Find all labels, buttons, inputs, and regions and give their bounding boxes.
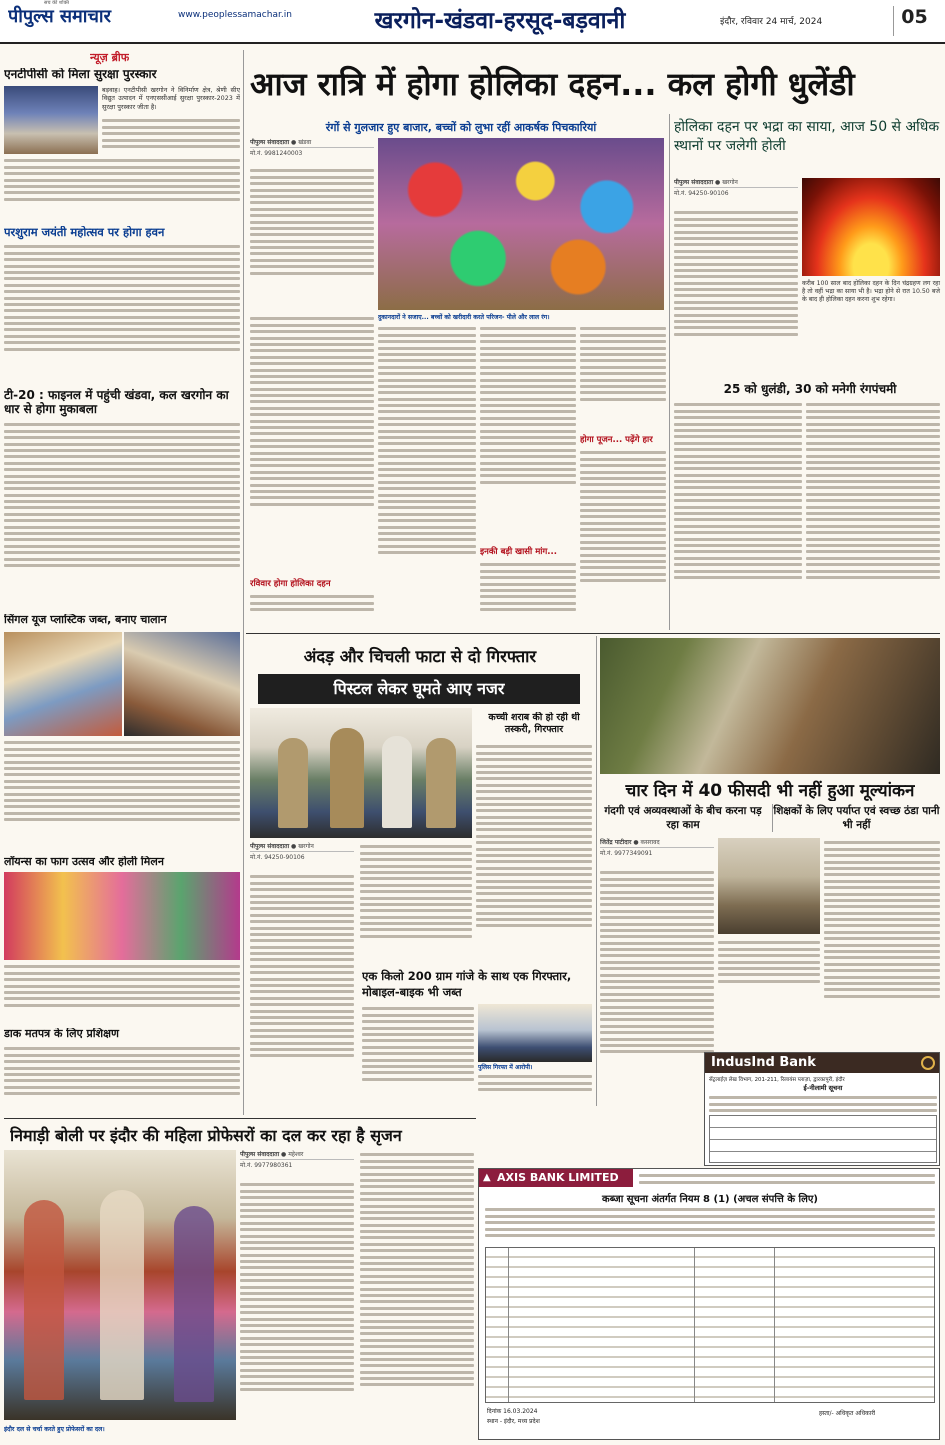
axis-logo-icon: ▲ — [483, 1172, 491, 1183]
crime-side-text — [476, 742, 592, 972]
lead-sub-pujan: होगा पूजन... पढ़ेंगे हार — [580, 435, 653, 445]
crime-side-headline: कच्ची शराब की हो रही थी तस्करी, गिरफ्तार — [488, 712, 580, 735]
story-lions — [4, 856, 240, 1026]
crime-place: खरगोन — [298, 843, 314, 850]
lead-col3-text — [378, 324, 476, 628]
lead-byline: पीपुल्स संवाददाता — [250, 139, 290, 146]
logo-tag: सच की शक्ति — [44, 0, 70, 6]
story-ntpc-headline: एनटीपीसी को मिला सुरक्षा पुरस्कार — [4, 68, 157, 81]
story-t20 — [4, 388, 240, 612]
nimadi-photo-caption: इंदौर दल से चर्चा करते हुए प्रोफेसरों का दल। — [4, 1426, 105, 1433]
nimadi-text-col1 — [240, 1180, 354, 1438]
bhadra-mobile: मो.नं. 94250-90106 — [674, 190, 729, 197]
evaluation-mobile: मो.नं. 9977349091 — [600, 850, 653, 857]
axis-date: दिनांक 16.03.2024 — [487, 1408, 538, 1415]
lead-photo-caption: दुकानदारों ने सजाए... बच्चों को खरीदारी करते परिजन- पीले और लाल रंग। — [378, 314, 550, 321]
indusind-brand: IndusInd Bank — [711, 1055, 816, 1070]
lead-byline-box: पीपुल्स संवाददाता ● खंडवा मो.नं. 9981240003 — [250, 138, 374, 166]
story-ntpc-text: बड़वाह। एनटीपीसी खरगोन ने विनिर्माण क्षेत्र, श्रेणी सीए विद्युत उत्पादन में एनएससीआई सुरक्षा पुरस्कार-2023 में सुरक्षा पुरस्कार जीता है। — [102, 86, 240, 111]
evaluation-text-col3 — [824, 838, 940, 1048]
evaluation-sub-left: गंदगी एवं अव्यवस्थाओं के बीच करना पड़ रहा काम — [604, 805, 762, 831]
story-plastic-headline: सिंगल यूज प्लास्टिक जब्त, बनाए चालान — [4, 614, 167, 626]
indusind-ad-header — [705, 1053, 940, 1073]
evaluation-centre-photo — [600, 638, 940, 774]
story-postal-ballot — [4, 1028, 240, 1116]
crime-text-col1 — [250, 872, 354, 1102]
ganja-accused-photo — [478, 1004, 592, 1062]
logo-text: पीपुल्स समाचार — [8, 6, 111, 27]
story-postal-ballot-headline: डाक मतपत्र के लिए प्रशिक्षण — [4, 1028, 119, 1040]
ganja-headline: एक किलो 200 ग्राम गांजे के साथ एक गिरफ्तार, मोबाइल-बाइक भी जब्त — [362, 969, 572, 999]
ganja-photo-caption: पुलिस गिरफ्त में आरोपी। — [478, 1064, 533, 1071]
evaluation-sub-right: शिक्षकों के लिए पर्याप्त एवं स्वच्छ ठंडा पानी भी नहीं — [773, 805, 940, 831]
story-parshuram-headline: परशुराम जयंती महोत्सव पर होगा हवन — [4, 226, 165, 239]
crime-headline-2: पिस्टल लेकर घूमते आए नजर — [333, 679, 505, 698]
evaluation-text-col1 — [600, 868, 714, 1100]
lead-sub-demand: इनकी बड़ी खासी मांग... — [480, 547, 557, 557]
story-lions-headline: लॉयन्स का फाग उत्सव और होली मिलन — [4, 856, 164, 868]
axis-signature: हस्ता/- अधिकृत अधिकारी — [819, 1410, 876, 1417]
lions-event-photo — [4, 872, 240, 960]
professors-group-photo — [4, 1150, 236, 1420]
section-title: खरगोन-खंडवा-हरसूद-बड़वानी — [374, 8, 626, 34]
indusind-logo-icon — [921, 1056, 935, 1070]
axis-place: स्थान - इंदौर, मध्य प्रदेश — [487, 1418, 540, 1425]
holika-fire-illustration — [802, 178, 940, 276]
ganja-text-col2 — [478, 1072, 592, 1102]
crime-headline-2-box — [258, 674, 580, 704]
crime-byline-box: पीपुल्स संवाददाता ● खरगोन मो.नं. 94250-90106 — [250, 842, 354, 870]
crime-mobile: मो.नं. 94250-90106 — [250, 854, 305, 861]
lead-col4-text — [480, 324, 576, 534]
story-t20-headline: टी-20 : फाइनल में पहुंची खंडवा, कल खरगोन का धार से होगा मुकाबला — [4, 388, 229, 416]
nimadi-headline: निमाड़ी बोली पर इंदौर की महिला प्रोफेसरों का दल कर रहा है सृजन — [10, 1126, 402, 1145]
evaluation-byline: जितेंद्र पाटीदार — [600, 839, 632, 846]
evaluation-place: कसरावद — [640, 839, 660, 846]
indusind-sub: सेंट्रलाईज़ लेख विभाग, 201-211, रिलायंस प्लाज़ा, द्वारकापुरी, इंदौर — [709, 1077, 845, 1083]
indusind-table — [709, 1115, 937, 1163]
story-ntpc-body — [102, 116, 240, 156]
axis-ad-header — [479, 1169, 633, 1187]
news-brief-label: न्यूज़ ब्रीफ — [90, 51, 130, 64]
evaluation-text-col2 — [718, 938, 820, 998]
nimadi-byline: पीपुल्स संवाददाता — [240, 1151, 280, 1158]
axis-notice-title: कब्जा सूचना अंतर्गत नियम 8 (1) (अचल संपत्ति के लिए) — [602, 1194, 818, 1205]
nimadi-mobile: मो.नं. 9977980361 — [240, 1162, 293, 1169]
nimadi-text-col2 — [360, 1150, 474, 1438]
plastic-shop-photo — [4, 632, 122, 736]
bhadra-headline: होलिका दहन पर भद्रा का साया, आज 50 से अधिक स्थानों पर जलेगी होली — [674, 119, 940, 154]
holi-market-photo — [378, 138, 664, 310]
story-plastic — [4, 614, 240, 854]
lead-col5-text — [580, 324, 666, 428]
lead-subhead: रंगों से गुलजार हुए बाजार, बच्चों को लुभा रहीं आकर्षक पिचकारियां — [325, 121, 597, 134]
lead-place: खंडवा — [298, 139, 312, 146]
axis-brand: AXIS BANK LIMITED — [497, 1171, 619, 1184]
story-parshuram — [4, 226, 240, 386]
indusind-notice: ई-नीलामी सूचना — [803, 1084, 843, 1092]
arrested-accused-photo — [250, 708, 472, 838]
evaluation-byline-box: जितेंद्र पाटीदार ● कसरावद मो.नं. 9977349091 — [600, 838, 714, 866]
indusind-ad[interactable] — [704, 1052, 940, 1166]
bhadra-byline-box: पीपुल्स संवाददाता ● खरगोन मो.नं. 94250-90106 — [674, 178, 798, 206]
evaluation-headline: चार दिन में 40 फीसदी भी नहीं हुआ मूल्यांकन — [625, 781, 915, 801]
lead-col2-text — [250, 314, 374, 564]
plastic-raid-photo — [124, 632, 240, 736]
masthead — [0, 0, 945, 44]
crime-byline: पीपुल्स संवाददाता — [250, 843, 290, 850]
bhadra-text — [674, 208, 798, 376]
crime-headline-1: अंदड़ और चिचली फाटा से दो गिरफ्तार — [303, 647, 537, 666]
ntpc-award-photo — [4, 86, 98, 154]
page-number: 05 — [893, 6, 935, 36]
nimadi-place: महेश्वर — [288, 1151, 304, 1158]
newspaper-logo[interactable] — [8, 4, 168, 30]
lead-headline: आज रात्रि में होगा होलिका दहन... कल होगी धुलेंडी — [250, 65, 855, 103]
lead-col1-text — [250, 166, 374, 308]
lead-mobile: मो.नं. 9981240003 — [250, 150, 303, 157]
bhadra-place: खरगोन — [722, 179, 738, 186]
dirty-room-photo — [718, 838, 820, 934]
ganja-text-col1 — [362, 1004, 474, 1102]
rangpanchami-text-b — [806, 400, 940, 628]
story-ntpc — [4, 68, 240, 222]
crime-text-col2 — [360, 842, 472, 962]
dateline: इंदौर, रविवार 24 मार्च, 2024 — [720, 17, 823, 27]
rangpanchami-text-a — [674, 400, 802, 628]
bhadra-photo-caption: करीब 100 साल बाद होलिका दहन के दिन चंद्रग्रहण लग रहा है तो वहीं भद्रा का साया भी है। भद्रा होने से रात 10.50 बजे के बाद ही होलिका दहन करना शुभ रहेगा। — [802, 280, 940, 304]
axis-table — [485, 1247, 935, 1403]
rangpanchami-headline: 25 को धुलंडी, 30 को मनेगी रंगपंचमी — [723, 382, 897, 396]
bhadra-byline: पीपुल्स संवाददाता — [674, 179, 714, 186]
lead-sub-ravivar: रविवार होगा होलिका दहन — [250, 579, 331, 589]
nimadi-byline-box: पीपुल्स संवाददाता ● महेश्वर मो.नं. 9977980361 — [240, 1150, 354, 1178]
site-url[interactable]: www.peoplessamachar.in — [178, 10, 292, 20]
axis-bank-ad[interactable] — [478, 1168, 940, 1440]
